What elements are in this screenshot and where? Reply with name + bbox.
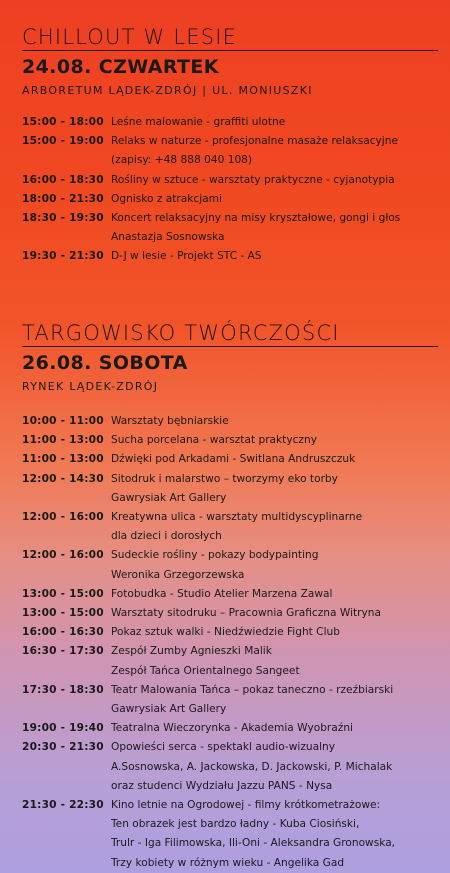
event-title: Teatralna Wieczorynka - Akademia Wyobraźni xyxy=(111,722,353,735)
event-title: Sudeckie rośliny - pokazy bodypainting xyxy=(111,549,319,562)
event-title: Rośliny w sztuce - warsztaty praktyczne - cyjanotypia xyxy=(111,173,395,186)
event-detail: Ten obrazek jest bardzo ładny - Kuba Ciosiński, xyxy=(111,818,360,831)
event-row xyxy=(22,508,442,546)
event-detail: Trzy kobiety w różnym wieku - Angelika Gad xyxy=(111,856,345,869)
event-time: 18:00 - 21:30 xyxy=(22,192,104,205)
event-title: Leśne malowanie - graffiti ulotne xyxy=(111,116,286,128)
event-time: 15:00 - 18:00 xyxy=(22,116,104,128)
event-row xyxy=(22,190,442,209)
event-title: Sucha porcelana - warsztat praktyczny xyxy=(111,434,317,447)
event-row xyxy=(22,171,442,190)
event-row xyxy=(22,738,442,796)
event-time: 18:30 - 19:30 xyxy=(22,212,104,225)
event-row xyxy=(22,642,442,680)
event-row xyxy=(22,681,442,719)
event-row xyxy=(22,450,442,469)
event-row xyxy=(22,546,442,584)
section-title: TARGOWISKO TWÓRCZOŚCI xyxy=(22,320,438,347)
event-title: Koncert relaksacyjny na misy kryształowe, gongi i głos xyxy=(111,212,401,225)
event-time: 10:00 - 11:00 xyxy=(22,415,104,427)
event-time: 11:00 - 13:00 xyxy=(22,434,104,447)
event-detail: Zespół Tańca Orientalnego Sangeet xyxy=(111,664,300,677)
event-title: Teatr Malowania Tańca – pokaz taneczno - rzeźbiarski xyxy=(111,683,394,696)
event-time: 12:00 - 16:00 xyxy=(22,549,104,562)
event-row xyxy=(22,470,442,508)
event-row xyxy=(22,113,442,132)
event-detail: Gawrysiak Art Gallery xyxy=(111,703,227,716)
event-time: 19:30 - 21:30 xyxy=(22,250,104,263)
event-title: Relaks w naturze - profesjonalne masaże relaksacyjne xyxy=(111,135,398,148)
event-time: 16:00 - 16:30 xyxy=(22,626,104,639)
section-header-chillout xyxy=(22,24,438,98)
event-row xyxy=(22,431,442,450)
event-time: 12:00 - 14:30 xyxy=(22,472,104,485)
event-row xyxy=(22,412,442,431)
event-title: Warsztaty bębniarskie xyxy=(111,415,229,427)
event-title: Opowieści serca - spektakl audio-wizualny xyxy=(111,741,336,754)
event-time: 12:00 - 16:00 xyxy=(22,511,104,524)
event-row xyxy=(22,209,442,247)
event-time: 16:00 - 18:30 xyxy=(22,173,104,186)
event-title: Warsztaty sitodruku – Pracownia Graficzna Witryna xyxy=(111,607,382,620)
event-detail: A.Sosnowska, A. Jackowska, D. Jackowski, P. Michalak xyxy=(111,760,393,773)
event-time: 15:00 - 19:00 xyxy=(22,135,104,148)
event-detail: oraz studenci Wydziału Jazzu PANS - Nysa xyxy=(111,779,333,792)
event-detail: Gawrysiak Art Gallery xyxy=(111,491,227,504)
event-time: 17:30 - 18:30 xyxy=(22,683,104,696)
event-title: Fotobudka - Studio Atelier Marzena Zawal xyxy=(111,587,333,600)
event-detail: Trulr - Iga Filimowska, Ili-Oni - Aleksandra Gronowska, xyxy=(111,837,396,850)
event-row xyxy=(22,247,442,266)
event-list-targowisko xyxy=(22,412,442,873)
event-time: 13:00 - 15:00 xyxy=(22,587,104,600)
event-time: 20:30 - 21:30 xyxy=(22,741,104,754)
event-title: Kino letnie na Ogrodowej - filmy krótkometrażowe: xyxy=(111,799,381,812)
event-title: Kreatywna ulica - warsztaty multidyscyplinarne xyxy=(111,511,363,524)
event-title: Sitodruk i malarstwo – tworzymy eko torby xyxy=(111,472,338,485)
event-row xyxy=(22,132,442,170)
event-time: 16:30 - 17:30 xyxy=(22,645,104,658)
section-venue: ARBORETUM LĄDEK-ZDRÓJ | UL. MONIUSZKI xyxy=(22,84,313,97)
event-row xyxy=(22,796,442,873)
event-time: 11:00 - 13:00 xyxy=(22,453,104,466)
event-title: Pokaz sztuk walki - Niedźwiedzie Fight Club xyxy=(111,626,340,639)
event-time: 21:30 - 22:30 xyxy=(22,799,104,812)
event-detail: dla dzieci i dorosłych xyxy=(111,530,222,543)
event-title: D-J w lesie - Projekt STC - AS xyxy=(111,250,262,263)
event-row xyxy=(22,623,442,642)
event-time: 19:00 - 19:40 xyxy=(22,722,104,735)
section-title: CHILLOUT W LESIE xyxy=(22,24,438,51)
event-row xyxy=(22,585,442,604)
event-detail: (zapisy: +48 888 040 108) xyxy=(111,154,253,167)
event-title: Zespół Zumby Agnieszki Malik xyxy=(111,645,272,658)
section-venue: RYNEK LĄDEK-ZDRÓJ xyxy=(22,380,159,393)
section-date: 26.08. SOBOTA xyxy=(22,352,188,374)
event-row xyxy=(22,719,442,738)
event-title: Dźwięki pod Arkadami - Switlana Andruszczuk xyxy=(111,453,356,466)
section-date: 24.08. CZWARTEK xyxy=(22,56,219,78)
section-header-targowisko xyxy=(22,320,438,394)
event-time: 13:00 - 15:00 xyxy=(22,607,104,620)
event-detail: Anastazja Sosnowska xyxy=(111,231,225,244)
event-list-chillout xyxy=(22,113,442,267)
event-row xyxy=(22,604,442,623)
event-detail: Weronika Grzegorzewska xyxy=(111,568,245,581)
event-title: Ognisko z atrakcjami xyxy=(111,192,222,205)
